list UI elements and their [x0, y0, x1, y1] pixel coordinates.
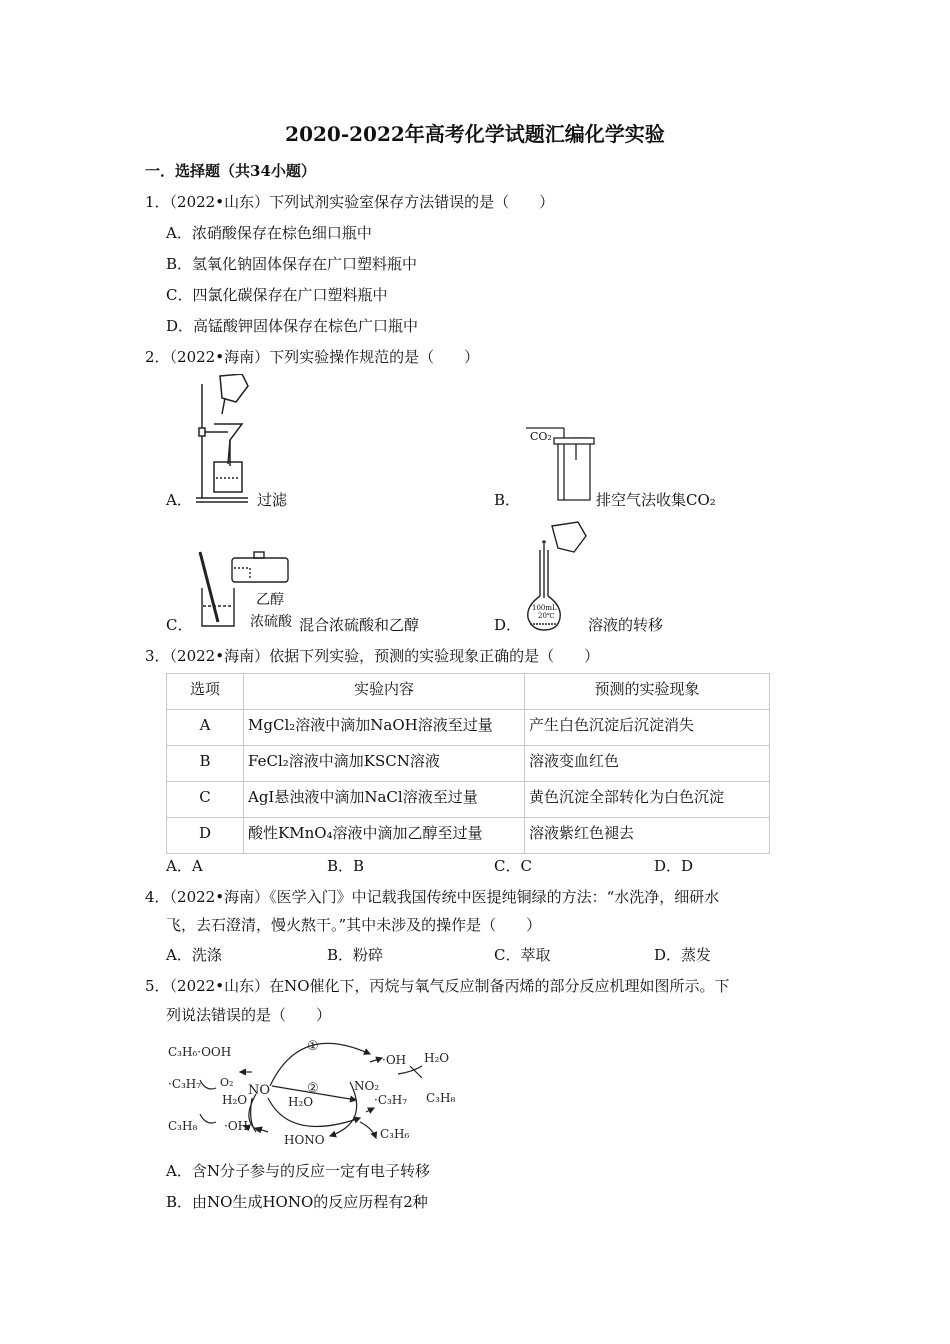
q4-option-b: B．粉碎 [327, 946, 384, 964]
o2-label: O₂ [220, 1076, 234, 1089]
table-cell: B [167, 746, 244, 782]
table-row [167, 818, 770, 854]
q3-option-d: D．D [654, 857, 694, 875]
q2-option-b-letter: B． [494, 491, 521, 509]
h2o-right-label: H₂O [424, 1051, 450, 1065]
table-cell: FeCl₂溶液中滴加KSCN溶液 [244, 746, 525, 782]
q1-option-a: A．浓硝酸保存在棕色细口瓶中 [166, 224, 372, 242]
q5-stem-line2: 列说法错误的是（ ） [166, 1006, 332, 1024]
q1-option-c: C．四氯化碳保存在广口塑料瓶中 [166, 286, 388, 304]
q2-option-c-text: 混合浓硫酸和乙醇 [299, 616, 420, 634]
step2-label: ② [307, 1081, 319, 1096]
h2o-mid-label: H₂O [288, 1095, 314, 1109]
no-label: NO [248, 1083, 271, 1098]
c3h6-label: C₃H₆ [380, 1127, 410, 1141]
q5-stem-line1: 5．（2022•山东）在NO催化下，丙烷与氧气反应制备丙烯的部分反应机理如图所示。下 [145, 977, 730, 995]
oh-right-label: ·OH [382, 1053, 407, 1067]
c3h8-left-label: C₃H₈ [168, 1119, 198, 1133]
table-header: 实验内容 [244, 674, 525, 710]
q1-option-b: B．氢氧化钠固体保存在广口塑料瓶中 [166, 255, 418, 273]
table-header-row [167, 674, 770, 710]
q3-option-c: C．C [494, 857, 532, 875]
hono-label: HONO [284, 1133, 325, 1147]
volumetric-flask-figure [524, 520, 590, 632]
flask-temp-label: 20℃ [538, 612, 555, 620]
co2-label: CO₂ [530, 430, 552, 443]
q3-option-a: A．A [166, 857, 203, 875]
q4-option-d: D．蒸发 [654, 946, 712, 964]
q2-option-c-letter: C． [166, 616, 193, 634]
q3-option-b: B．B [327, 857, 365, 875]
section-heading: 一．选择题（共34小题） [145, 162, 316, 180]
table-cell: 溶液变血红色 [525, 746, 770, 782]
table-header: 选项 [167, 674, 244, 710]
c3h8-right-label: C₃H₈ [426, 1091, 456, 1105]
table-header: 预测的实验现象 [525, 674, 770, 710]
oh-left-label: ·OH [224, 1119, 249, 1133]
table-cell: MgCl₂溶液中滴加NaOH溶液至过量 [244, 710, 525, 746]
h2o-left-label: H₂O [222, 1093, 248, 1107]
sulfuric-acid-label: 浓硫酸 [250, 614, 292, 630]
table-cell: 黄色沉淀全部转化为白色沉淀 [525, 782, 770, 818]
q1-stem: 1．（2022•山东）下列试剂实验室保存方法错误的是（ ） [145, 193, 555, 211]
q2-option-b-text: 排空气法收集CO₂ [596, 491, 716, 509]
q1-option-d: D．高锰酸钾固体保存在棕色广口瓶中 [166, 317, 419, 335]
step1-label: ① [307, 1039, 319, 1054]
c3h6-ooh-label: C₃H₆·OOH [168, 1045, 232, 1059]
acid-mixing-figure [194, 548, 298, 632]
table-cell: A [167, 710, 244, 746]
q2-option-d-text: 溶液的转移 [588, 616, 664, 634]
table-cell: 酸性KMnO₄溶液中滴加乙醇至过量 [244, 818, 525, 854]
table-cell: C [167, 782, 244, 818]
table-row [167, 746, 770, 782]
q2-option-a-letter: A． [166, 491, 192, 509]
no2-label: NO₂ [354, 1079, 380, 1093]
q4-stem-line1: 4．（2022•海南）《医学入门》中记载我国传统中医提纯铜绿的方法：“水洗净，细研水 [145, 888, 720, 906]
experiment-table [166, 673, 770, 854]
q4-option-c: C．萃取 [494, 946, 551, 964]
table-cell: AgI悬浊液中滴加NaCl溶液至过量 [244, 782, 525, 818]
q5-option-a: A．含N分子参与的反应一定有电子转移 [166, 1162, 430, 1180]
gas-collection-bottle-figure [524, 420, 596, 506]
reaction-mechanism-diagram [160, 1032, 470, 1150]
q3-stem: 3．（2022•海南）依据下列实验，预测的实验现象正确的是（ ） [145, 647, 600, 665]
c3h7-right-label: ·C₃H₇ [374, 1093, 408, 1107]
flask-volume-label: 100mL [532, 604, 557, 612]
q4-option-a: A．洗涤 [166, 946, 222, 964]
q5-option-b: B．由NO生成HONO的反应历程有2种 [166, 1193, 428, 1211]
q2-option-a-text: 过滤 [257, 491, 288, 509]
page-title: 2020-2022年高考化学试题汇编化学实验 [285, 122, 665, 146]
ethanol-label: 乙醇 [256, 592, 284, 608]
table-cell: 产生白色沉淀后沉淀消失 [525, 710, 770, 746]
table-cell: D [167, 818, 244, 854]
q4-stem-line2: 飞，去石澄清，慢火熬干。”其中未涉及的操作是（ ） [166, 916, 542, 934]
table-row [167, 710, 770, 746]
table-cell: 溶液紫红色褪去 [525, 818, 770, 854]
c3h7-label: ·C₃H₇ [168, 1077, 202, 1091]
filtration-apparatus-figure [192, 374, 254, 506]
q2-stem: 2．（2022•海南）下列实验操作规范的是（ ） [145, 348, 480, 366]
q2-option-d-letter: D． [494, 616, 522, 634]
table-row [167, 782, 770, 818]
